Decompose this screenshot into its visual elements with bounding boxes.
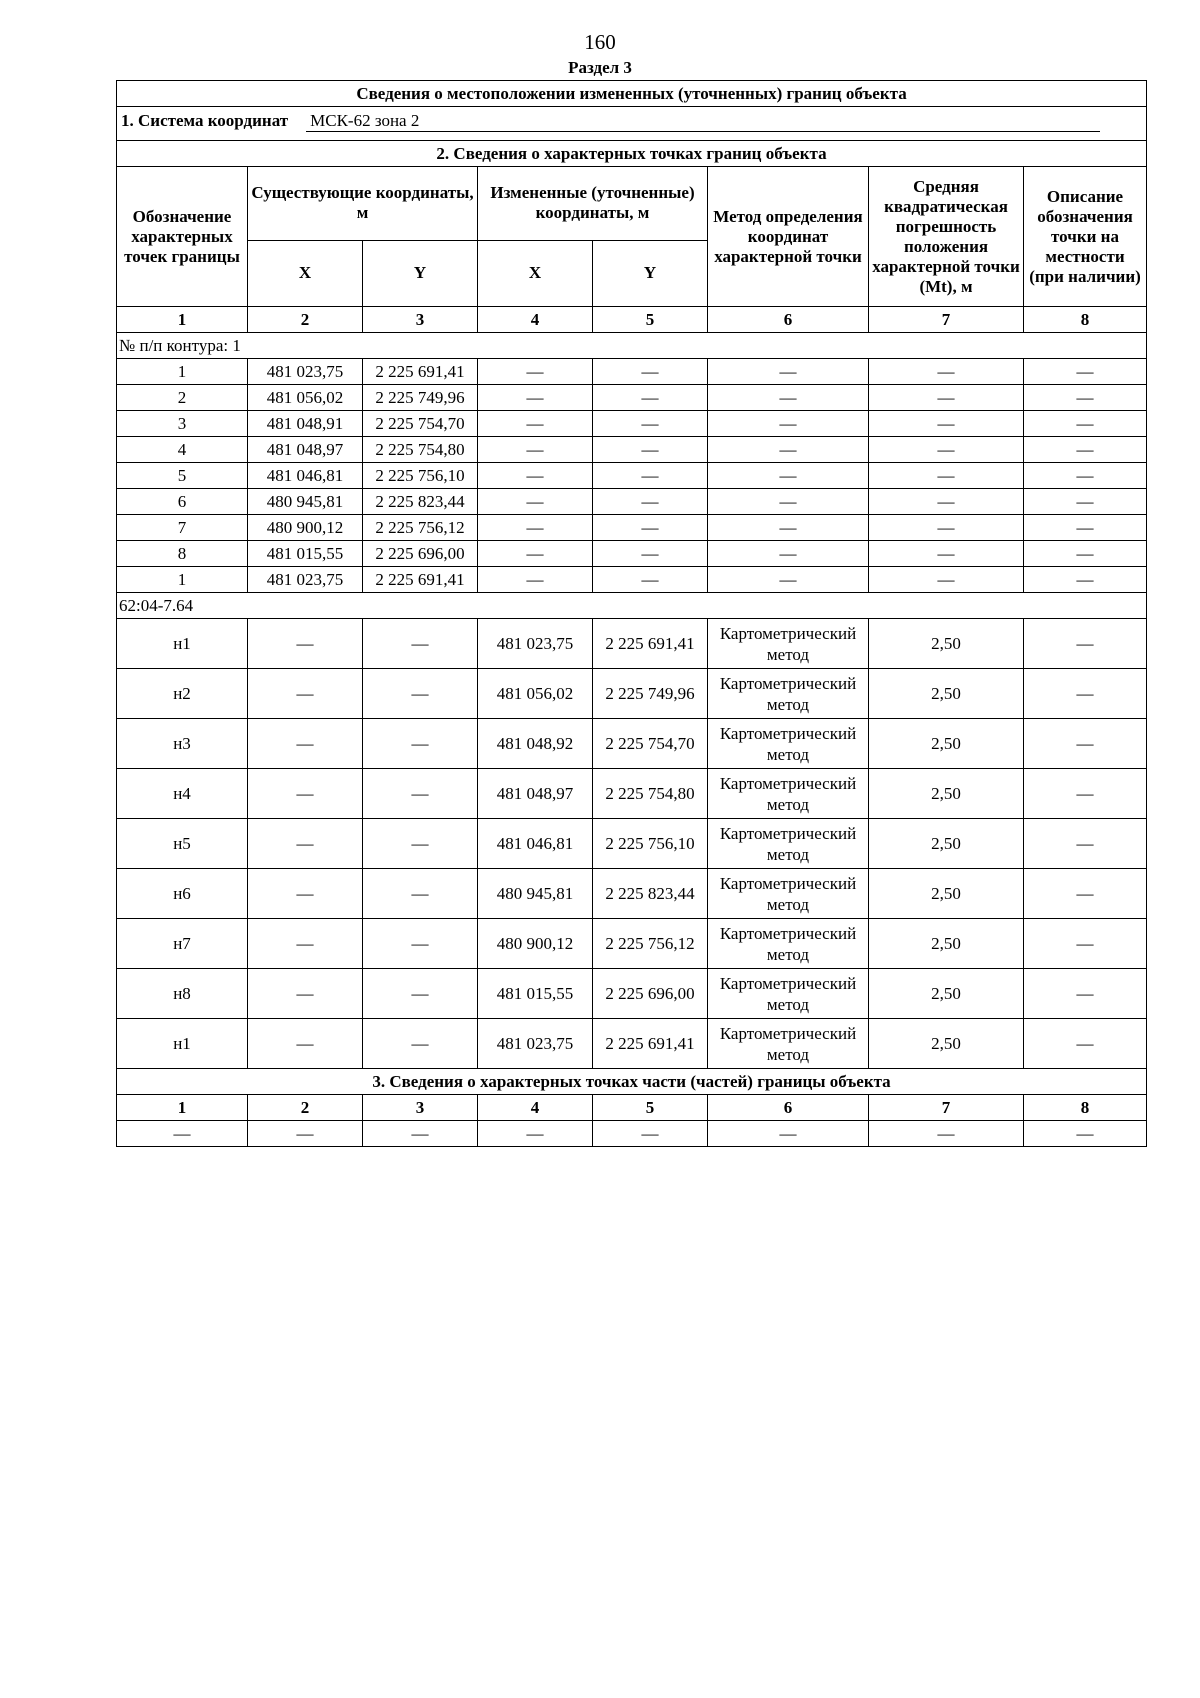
changed-x: 481 048,97	[478, 769, 593, 819]
point-id: 3	[117, 411, 248, 437]
point-id: н1	[117, 619, 248, 669]
boundary-table	[116, 80, 1147, 1147]
column-number: 3	[363, 1095, 478, 1121]
existing-y: —	[363, 669, 478, 719]
column-number: 8	[1024, 307, 1147, 333]
existing-point-row	[117, 489, 1147, 515]
coord-system-value: МСК-62 зона 2	[306, 110, 1100, 132]
header-changed-y: Y	[593, 240, 708, 306]
error: —	[869, 541, 1024, 567]
description: —	[1024, 463, 1147, 489]
error: —	[869, 411, 1024, 437]
changed-x: —	[478, 567, 593, 593]
changed-y: 2 225 754,70	[593, 719, 708, 769]
description: —	[1024, 567, 1147, 593]
error: —	[869, 385, 1024, 411]
part-cell: —	[248, 1121, 363, 1147]
section-title: Раздел 3	[568, 58, 632, 77]
method: Картометрический метод	[708, 969, 869, 1019]
changed-y: —	[593, 437, 708, 463]
existing-x: 481 046,81	[248, 463, 363, 489]
column-number: 7	[869, 1095, 1024, 1121]
column-number: 5	[593, 1095, 708, 1121]
point-id: 8	[117, 541, 248, 567]
point-id: н7	[117, 919, 248, 969]
existing-point-row	[117, 411, 1147, 437]
column-numbers-row-3	[117, 1095, 1147, 1121]
error: 2,50	[869, 1019, 1024, 1069]
existing-point-row	[117, 515, 1147, 541]
existing-y: —	[363, 819, 478, 869]
changed-x: —	[478, 359, 593, 385]
changed-x: 481 023,75	[478, 619, 593, 669]
method: Картометрический метод	[708, 869, 869, 919]
changed-x: 481 048,92	[478, 719, 593, 769]
part-cell: —	[708, 1121, 869, 1147]
method: —	[708, 411, 869, 437]
header-error: Средняя квадратическая погрешность положения характерной точки (Mt), м	[869, 167, 1024, 307]
existing-x: 480 945,81	[248, 489, 363, 515]
existing-y: 2 225 696,00	[363, 541, 478, 567]
point-id: 6	[117, 489, 248, 515]
changed-x: 481 023,75	[478, 1019, 593, 1069]
existing-y: —	[363, 1019, 478, 1069]
changed-y: —	[593, 515, 708, 541]
existing-x: —	[248, 619, 363, 669]
error: —	[869, 463, 1024, 489]
existing-x: —	[248, 669, 363, 719]
existing-point-row	[117, 463, 1147, 489]
existing-point-row	[117, 437, 1147, 463]
existing-x: 481 048,91	[248, 411, 363, 437]
error: 2,50	[869, 719, 1024, 769]
changed-y: 2 225 756,12	[593, 919, 708, 969]
error: —	[869, 515, 1024, 541]
method: —	[708, 567, 869, 593]
changed-y: —	[593, 359, 708, 385]
changed-y: —	[593, 567, 708, 593]
part-cell: —	[593, 1121, 708, 1147]
point-id: 4	[117, 437, 248, 463]
existing-y: 2 225 756,10	[363, 463, 478, 489]
existing-x: 480 900,12	[248, 515, 363, 541]
existing-x: —	[248, 1019, 363, 1069]
column-number: 2	[248, 1095, 363, 1121]
description: —	[1024, 359, 1147, 385]
changed-x: 481 046,81	[478, 819, 593, 869]
header-changed-coords: Измененные (уточненные) координаты, м	[478, 167, 708, 241]
existing-point-row	[117, 385, 1147, 411]
description: —	[1024, 515, 1147, 541]
existing-y: —	[363, 869, 478, 919]
changed-x: 481 056,02	[478, 669, 593, 719]
changed-y: 2 225 823,44	[593, 869, 708, 919]
table-title: Сведения о местоположении измененных (уточненных) границ объекта	[117, 81, 1147, 107]
header-changed-x: X	[478, 240, 593, 306]
subsection-2-title: 2. Сведения о характерных точках границ объекта	[117, 141, 1147, 167]
error: 2,50	[869, 919, 1024, 969]
changed-y: 2 225 691,41	[593, 619, 708, 669]
new-point-row	[117, 669, 1147, 719]
method: —	[708, 515, 869, 541]
point-id: н5	[117, 819, 248, 869]
new-point-row	[117, 1019, 1147, 1069]
point-id: н6	[117, 869, 248, 919]
error: 2,50	[869, 819, 1024, 869]
coord-system-row	[117, 107, 1147, 141]
error: —	[869, 359, 1024, 385]
changed-x: 480 945,81	[478, 869, 593, 919]
error: 2,50	[869, 869, 1024, 919]
changed-x: —	[478, 411, 593, 437]
error: 2,50	[869, 969, 1024, 1019]
description: —	[1024, 411, 1147, 437]
changed-x: —	[478, 515, 593, 541]
existing-x: 481 015,55	[248, 541, 363, 567]
method: —	[708, 541, 869, 567]
new-point-row	[117, 969, 1147, 1019]
subsection-3-title: 3. Сведения о характерных точках части (частей) границы объекта	[117, 1069, 1147, 1095]
coord-system-label: 1. Система координат	[121, 111, 289, 130]
header-existing-coords: Существующие координаты, м	[248, 167, 478, 241]
point-id: н3	[117, 719, 248, 769]
point-id: н2	[117, 669, 248, 719]
method: Картометрический метод	[708, 619, 869, 669]
method: —	[708, 385, 869, 411]
error: —	[869, 437, 1024, 463]
existing-x: —	[248, 719, 363, 769]
column-number: 1	[117, 1095, 248, 1121]
description: —	[1024, 619, 1147, 669]
method: —	[708, 489, 869, 515]
existing-x: 481 056,02	[248, 385, 363, 411]
changed-x: —	[478, 489, 593, 515]
method: Картометрический метод	[708, 669, 869, 719]
changed-y: 2 225 749,96	[593, 669, 708, 719]
changed-x: 481 015,55	[478, 969, 593, 1019]
changed-x: 480 900,12	[478, 919, 593, 969]
existing-y: —	[363, 719, 478, 769]
existing-x: —	[248, 969, 363, 1019]
existing-x: —	[248, 819, 363, 869]
contour-label: № п/п контура: 1	[117, 333, 1147, 359]
existing-y: 2 225 691,41	[363, 359, 478, 385]
part-point-row	[117, 1121, 1147, 1147]
description: —	[1024, 385, 1147, 411]
header-point: Обозначение характерных точек границы	[117, 167, 248, 307]
parcel-label: 62:04-7.64	[117, 593, 1147, 619]
point-id: 2	[117, 385, 248, 411]
header-description: Описание обозначения точки на местности (при наличии)	[1024, 167, 1147, 307]
existing-y: 2 225 691,41	[363, 567, 478, 593]
column-number: 6	[708, 1095, 869, 1121]
existing-point-row	[117, 541, 1147, 567]
description: —	[1024, 541, 1147, 567]
new-point-row	[117, 919, 1147, 969]
column-number: 1	[117, 307, 248, 333]
error: —	[869, 489, 1024, 515]
error: 2,50	[869, 669, 1024, 719]
method: —	[708, 359, 869, 385]
existing-x: —	[248, 869, 363, 919]
description: —	[1024, 489, 1147, 515]
existing-y: 2 225 754,80	[363, 437, 478, 463]
new-point-row	[117, 869, 1147, 919]
existing-y: 2 225 756,12	[363, 515, 478, 541]
changed-y: —	[593, 489, 708, 515]
existing-point-row	[117, 567, 1147, 593]
page-number: 160	[584, 30, 616, 54]
header-existing-y: Y	[363, 240, 478, 306]
point-id: н4	[117, 769, 248, 819]
new-point-row	[117, 819, 1147, 869]
changed-x: —	[478, 463, 593, 489]
point-id: н8	[117, 969, 248, 1019]
method: Картометрический метод	[708, 1019, 869, 1069]
method: Картометрический метод	[708, 819, 869, 869]
part-cell: —	[117, 1121, 248, 1147]
new-point-row	[117, 619, 1147, 669]
column-number: 8	[1024, 1095, 1147, 1121]
changed-y: —	[593, 541, 708, 567]
existing-x: 481 048,97	[248, 437, 363, 463]
changed-y: —	[593, 385, 708, 411]
changed-y: —	[593, 411, 708, 437]
description: —	[1024, 819, 1147, 869]
column-number: 7	[869, 307, 1024, 333]
point-id: 5	[117, 463, 248, 489]
new-point-row	[117, 719, 1147, 769]
existing-x: —	[248, 919, 363, 969]
description: —	[1024, 669, 1147, 719]
part-cell: —	[869, 1121, 1024, 1147]
description: —	[1024, 719, 1147, 769]
point-id: н1	[117, 1019, 248, 1069]
existing-y: —	[363, 619, 478, 669]
existing-x: 481 023,75	[248, 359, 363, 385]
changed-y: 2 225 754,80	[593, 769, 708, 819]
method: Картометрический метод	[708, 719, 869, 769]
header-existing-x: X	[248, 240, 363, 306]
method: —	[708, 463, 869, 489]
existing-y: 2 225 749,96	[363, 385, 478, 411]
point-id: 7	[117, 515, 248, 541]
part-cell: —	[478, 1121, 593, 1147]
existing-y: 2 225 754,70	[363, 411, 478, 437]
error: 2,50	[869, 769, 1024, 819]
changed-y: 2 225 696,00	[593, 969, 708, 1019]
changed-y: 2 225 691,41	[593, 1019, 708, 1069]
existing-y: —	[363, 769, 478, 819]
changed-x: —	[478, 385, 593, 411]
existing-y: 2 225 823,44	[363, 489, 478, 515]
description: —	[1024, 769, 1147, 819]
description: —	[1024, 1019, 1147, 1069]
description: —	[1024, 437, 1147, 463]
existing-y: —	[363, 969, 478, 1019]
column-number: 4	[478, 307, 593, 333]
error: —	[869, 567, 1024, 593]
new-point-row	[117, 769, 1147, 819]
error: 2,50	[869, 619, 1024, 669]
header-method: Метод определения координат характерной точки	[708, 167, 869, 307]
method: Картометрический метод	[708, 769, 869, 819]
existing-x: —	[248, 769, 363, 819]
description: —	[1024, 919, 1147, 969]
method: —	[708, 437, 869, 463]
column-number: 2	[248, 307, 363, 333]
changed-x: —	[478, 541, 593, 567]
changed-y: 2 225 756,10	[593, 819, 708, 869]
column-number: 4	[478, 1095, 593, 1121]
part-cell: —	[363, 1121, 478, 1147]
method: Картометрический метод	[708, 919, 869, 969]
point-id: 1	[117, 359, 248, 385]
column-numbers-row	[117, 307, 1147, 333]
part-cell: —	[1024, 1121, 1147, 1147]
description: —	[1024, 869, 1147, 919]
column-number: 5	[593, 307, 708, 333]
point-id: 1	[117, 567, 248, 593]
changed-x: —	[478, 437, 593, 463]
changed-y: —	[593, 463, 708, 489]
column-number: 6	[708, 307, 869, 333]
description: —	[1024, 969, 1147, 1019]
existing-x: 481 023,75	[248, 567, 363, 593]
existing-y: —	[363, 919, 478, 969]
column-number: 3	[363, 307, 478, 333]
existing-point-row	[117, 359, 1147, 385]
boundary-document	[116, 80, 1146, 1147]
